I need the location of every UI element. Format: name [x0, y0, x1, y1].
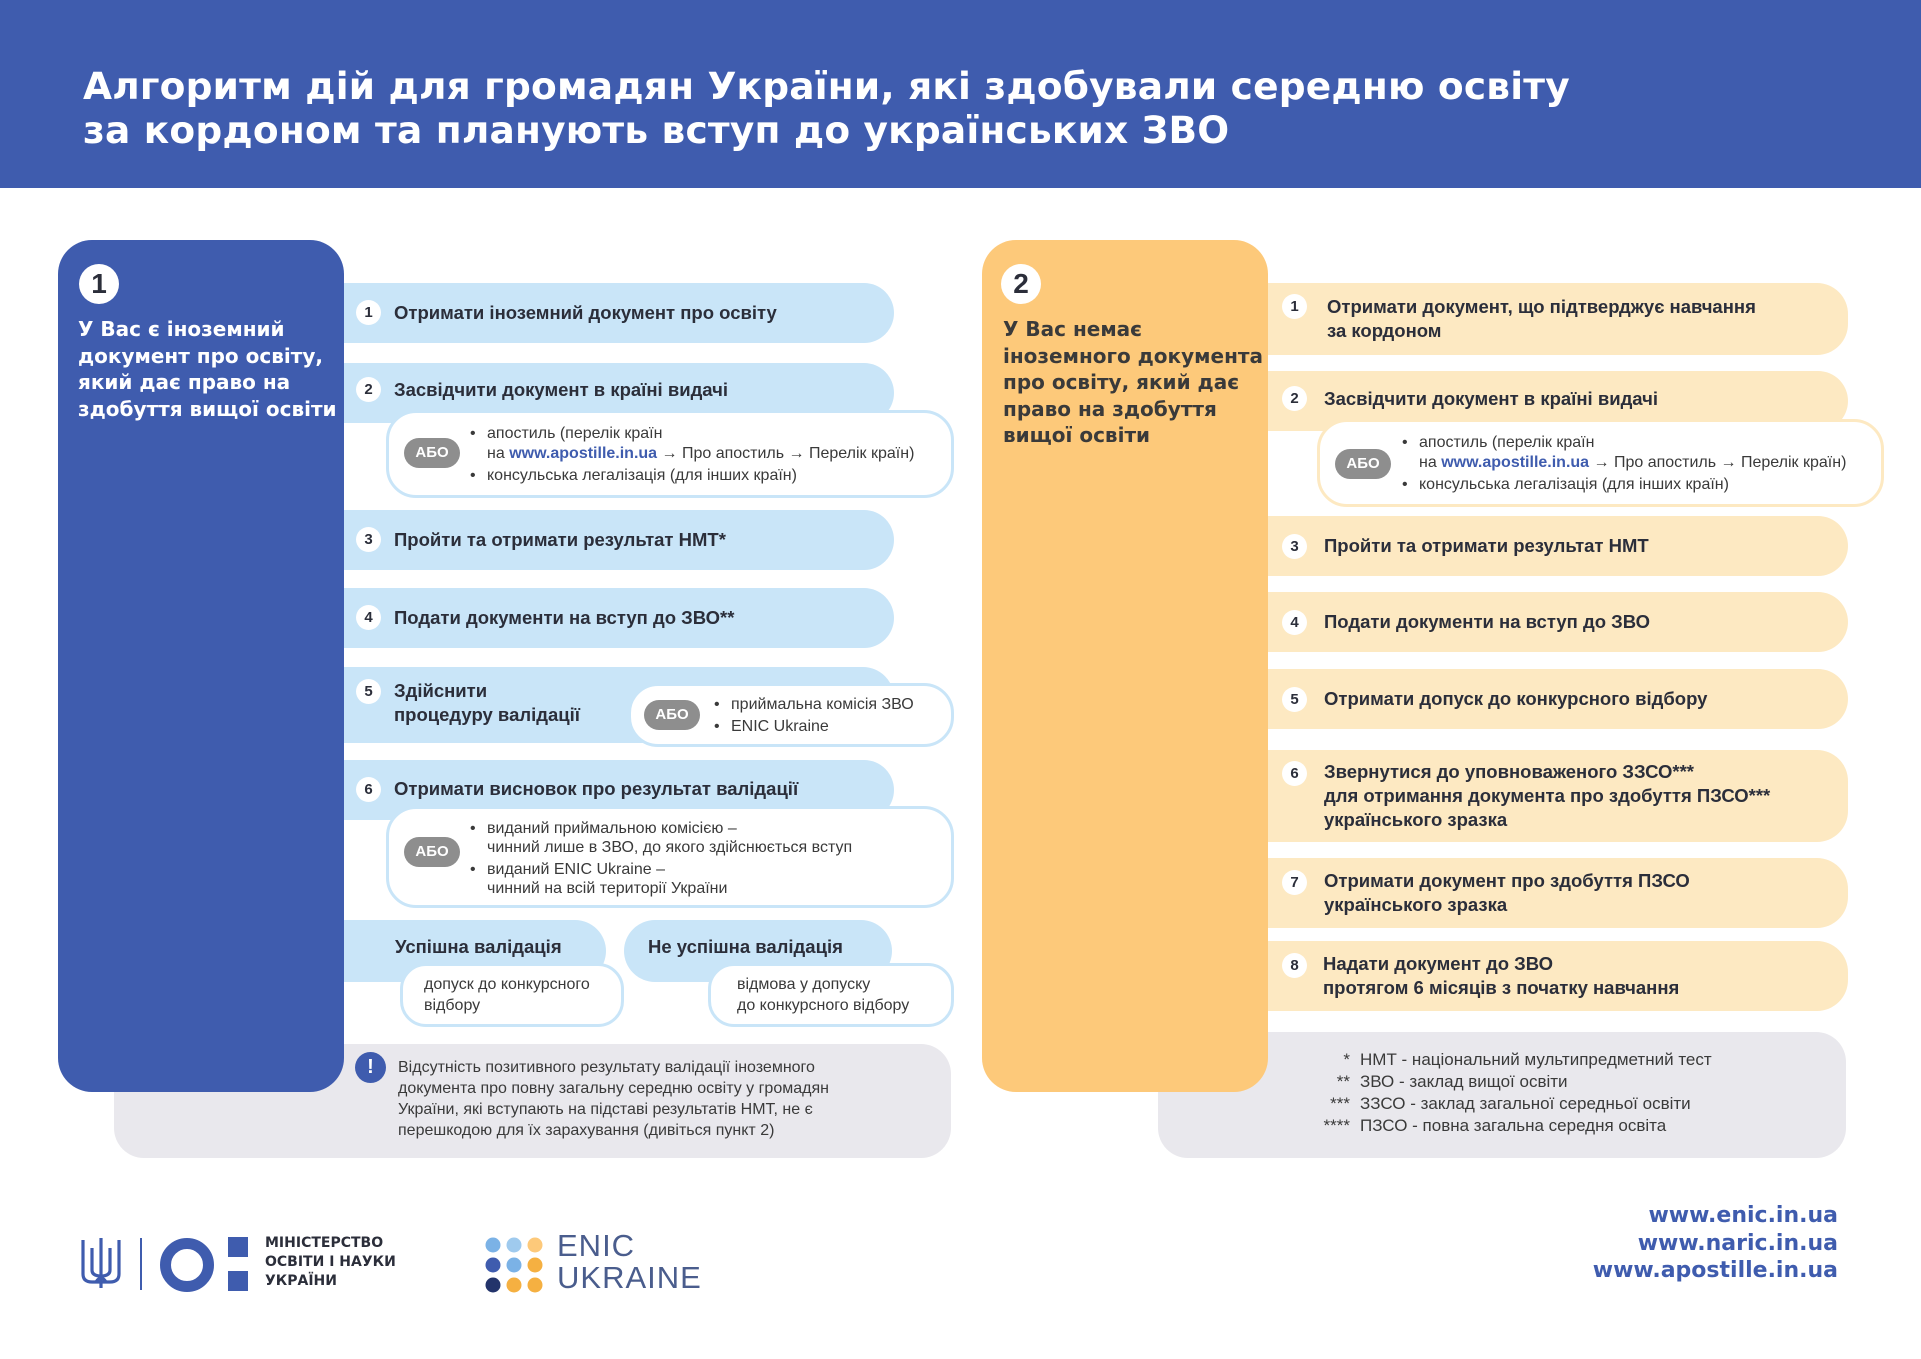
- step-number: 4: [1282, 610, 1307, 635]
- or-badge: АБО: [644, 700, 700, 730]
- ministry-logo-ring-icon: [160, 1238, 214, 1292]
- case-2-step-8: [1268, 941, 1848, 1011]
- step-number: 2: [1282, 386, 1307, 411]
- or-badge: АБО: [404, 837, 460, 867]
- case-1-sidebar: [58, 240, 344, 1092]
- enic-wordmark: ENIC UKRAINE: [557, 1228, 702, 1295]
- result-failure-title: Не успішна валідація: [648, 936, 843, 957]
- page-title-line-2: за кордоном та планують вступ до українських ЗВО: [83, 108, 1230, 152]
- step-text: Отримати документ, що підтверджує навчання за кордоном: [1327, 296, 1756, 341]
- page-title-line-1: Алгоритм дій для громадян України, які здобували середню освіту: [83, 64, 1570, 108]
- step-text: Отримати допуск до конкурсного відбору: [1324, 688, 1708, 709]
- step-text: Пройти та отримати результат НМТ*: [394, 529, 726, 550]
- step-number: 6: [356, 777, 381, 802]
- option-apostille: • апостиль (перелік країн: [487, 424, 662, 444]
- case-1-description: У Вас є іноземний документ про освіту, який дає право на здобуття вищої освіти: [78, 317, 337, 421]
- or-badge: АБО: [1335, 449, 1391, 479]
- case-1-step-1: [344, 283, 894, 343]
- step-number: 1: [356, 300, 381, 325]
- step-text: Надати документ до ЗВО протягом 6 місяців з початку навчання: [1323, 953, 1680, 998]
- case-1-step-4: [344, 588, 894, 648]
- trident-icon: [80, 1236, 122, 1292]
- validation-note-text: Відсутність позитивного результату валідації іноземного документа про повну загальну середню освіту у громадян України, які вступають на підставі результатів НМТ, не є перешкодою для їх зарахування (дивіться пункт 2): [398, 1059, 829, 1139]
- case-2-step-3: [1268, 516, 1848, 576]
- option-apostille: • апостиль (перелік країн: [1419, 433, 1594, 453]
- footnote-1: * НМТ - національний мультипредметний тест: [1343, 1050, 1712, 1069]
- case-2-step-1: [1268, 283, 1848, 355]
- step-number: 6: [1282, 761, 1307, 786]
- result-failure-box: відмова у допуску до конкурсного відбору: [708, 963, 954, 1027]
- case-2-step-7: [1268, 858, 1848, 928]
- option-committee-conclusion: • виданий приймальною комісією –: [487, 819, 737, 839]
- header-banner: [0, 0, 1921, 188]
- step-number: 1: [1282, 294, 1307, 319]
- option-enic: • ENIC Ukraine: [731, 717, 829, 737]
- case-1-step-2-options: [386, 410, 954, 498]
- option-admission-committee: • приймальна комісія ЗВО: [731, 695, 914, 715]
- option-enic-conclusion-note: чинний на всій території України: [487, 880, 728, 897]
- logo-divider: [140, 1238, 142, 1290]
- footnote-3: *** ЗЗСО - заклад загальної середньої освіти: [1330, 1094, 1691, 1113]
- step-text: Подати документи на вступ до ЗВО: [1324, 611, 1651, 632]
- case-1-number: 1: [79, 264, 119, 304]
- option-apostille-link-line: на www.apostille.in.ua → Про апостиль → Перелік країн): [487, 445, 915, 462]
- ministry-name: МІНІСТЕРСТВО ОСВІТИ І НАУКИ УКРАЇНИ: [265, 1235, 396, 1289]
- enic-dots-logo-icon: [484, 1236, 546, 1294]
- step-number: 3: [356, 527, 381, 552]
- exclamation-icon: !: [355, 1052, 386, 1083]
- step-text: Отримати висновок про результат валідації: [394, 778, 799, 799]
- footnote-2: ** ЗВО - заклад вищої освіти: [1336, 1072, 1568, 1091]
- ministry-logo-square-icon: [228, 1237, 248, 1257]
- step-text: Засвідчити документ в країні видачі: [1324, 388, 1659, 409]
- ministry-logo-square-icon: [228, 1271, 248, 1291]
- case-2-step-5: [1268, 669, 1848, 729]
- apostille-link[interactable]: www.apostille.in.ua: [1441, 454, 1590, 471]
- step-text: Отримати іноземний документ про освіту: [394, 302, 777, 323]
- step-number: 8: [1282, 953, 1307, 978]
- step-number: 4: [356, 605, 381, 630]
- link-naric[interactable]: www.naric.in.ua: [1637, 1230, 1838, 1256]
- case-1-step-3: [344, 510, 894, 570]
- step-number: 3: [1282, 534, 1307, 559]
- result-success-box: допуск до конкурсного відбору: [400, 963, 624, 1027]
- option-consular: • консульська легалізація (для інших країн): [1419, 475, 1729, 495]
- case-2-step-6: [1268, 750, 1848, 842]
- case-2-number: 2: [1001, 264, 1041, 304]
- case-2-step-2-options: [1317, 419, 1884, 507]
- step-text: Здійснити процедуру валідації: [394, 680, 580, 725]
- or-badge: АБО: [404, 438, 460, 468]
- step-number: 7: [1282, 870, 1307, 895]
- case-2-step-4: [1268, 592, 1848, 652]
- step-text: Отримати документ про здобуття ПЗСО українського зразка: [1324, 870, 1690, 915]
- option-enic-conclusion: • виданий ENIC Ukraine –: [487, 860, 665, 880]
- footer-links: [1593, 1202, 1838, 1285]
- case-2-description: У Вас немає іноземного документа про освіту, який дає право на здобуття вищої освіти: [1003, 317, 1263, 447]
- case-2-sidebar: [982, 240, 1268, 1092]
- case-1-step-6-options: [386, 806, 954, 908]
- step-text: Засвідчити документ в країні видачі: [394, 379, 729, 400]
- option-committee-conclusion-note: чинний лише в ЗВО, до якого здійснюється вступ: [487, 839, 853, 856]
- option-consular: • консульська легалізація (для інших країн): [487, 466, 797, 486]
- case-1-step-5-options: [628, 683, 954, 747]
- link-enic[interactable]: www.enic.in.ua: [1648, 1203, 1838, 1228]
- result-success-title: Успішна валідація: [395, 936, 562, 957]
- step-text: Пройти та отримати результат НМТ: [1324, 535, 1649, 556]
- step-number: 5: [1282, 687, 1307, 712]
- step-number: 5: [356, 679, 381, 704]
- step-number: 2: [356, 377, 381, 402]
- step-text: Звернутися до уповноваженого ЗЗСО*** для отримання документа про здобуття ПЗСО*** українського зразка: [1324, 761, 1771, 830]
- link-apostille[interactable]: www.apostille.in.ua: [1592, 1258, 1838, 1283]
- footnote-4: **** ПЗСО - повна загальна середня освіта: [1323, 1116, 1667, 1135]
- apostille-link[interactable]: www.apostille.in.ua: [509, 445, 658, 462]
- option-apostille-link-line: на www.apostille.in.ua → Про апостиль → Перелік країн): [1419, 454, 1847, 471]
- step-text: Подати документи на вступ до ЗВО**: [394, 607, 735, 628]
